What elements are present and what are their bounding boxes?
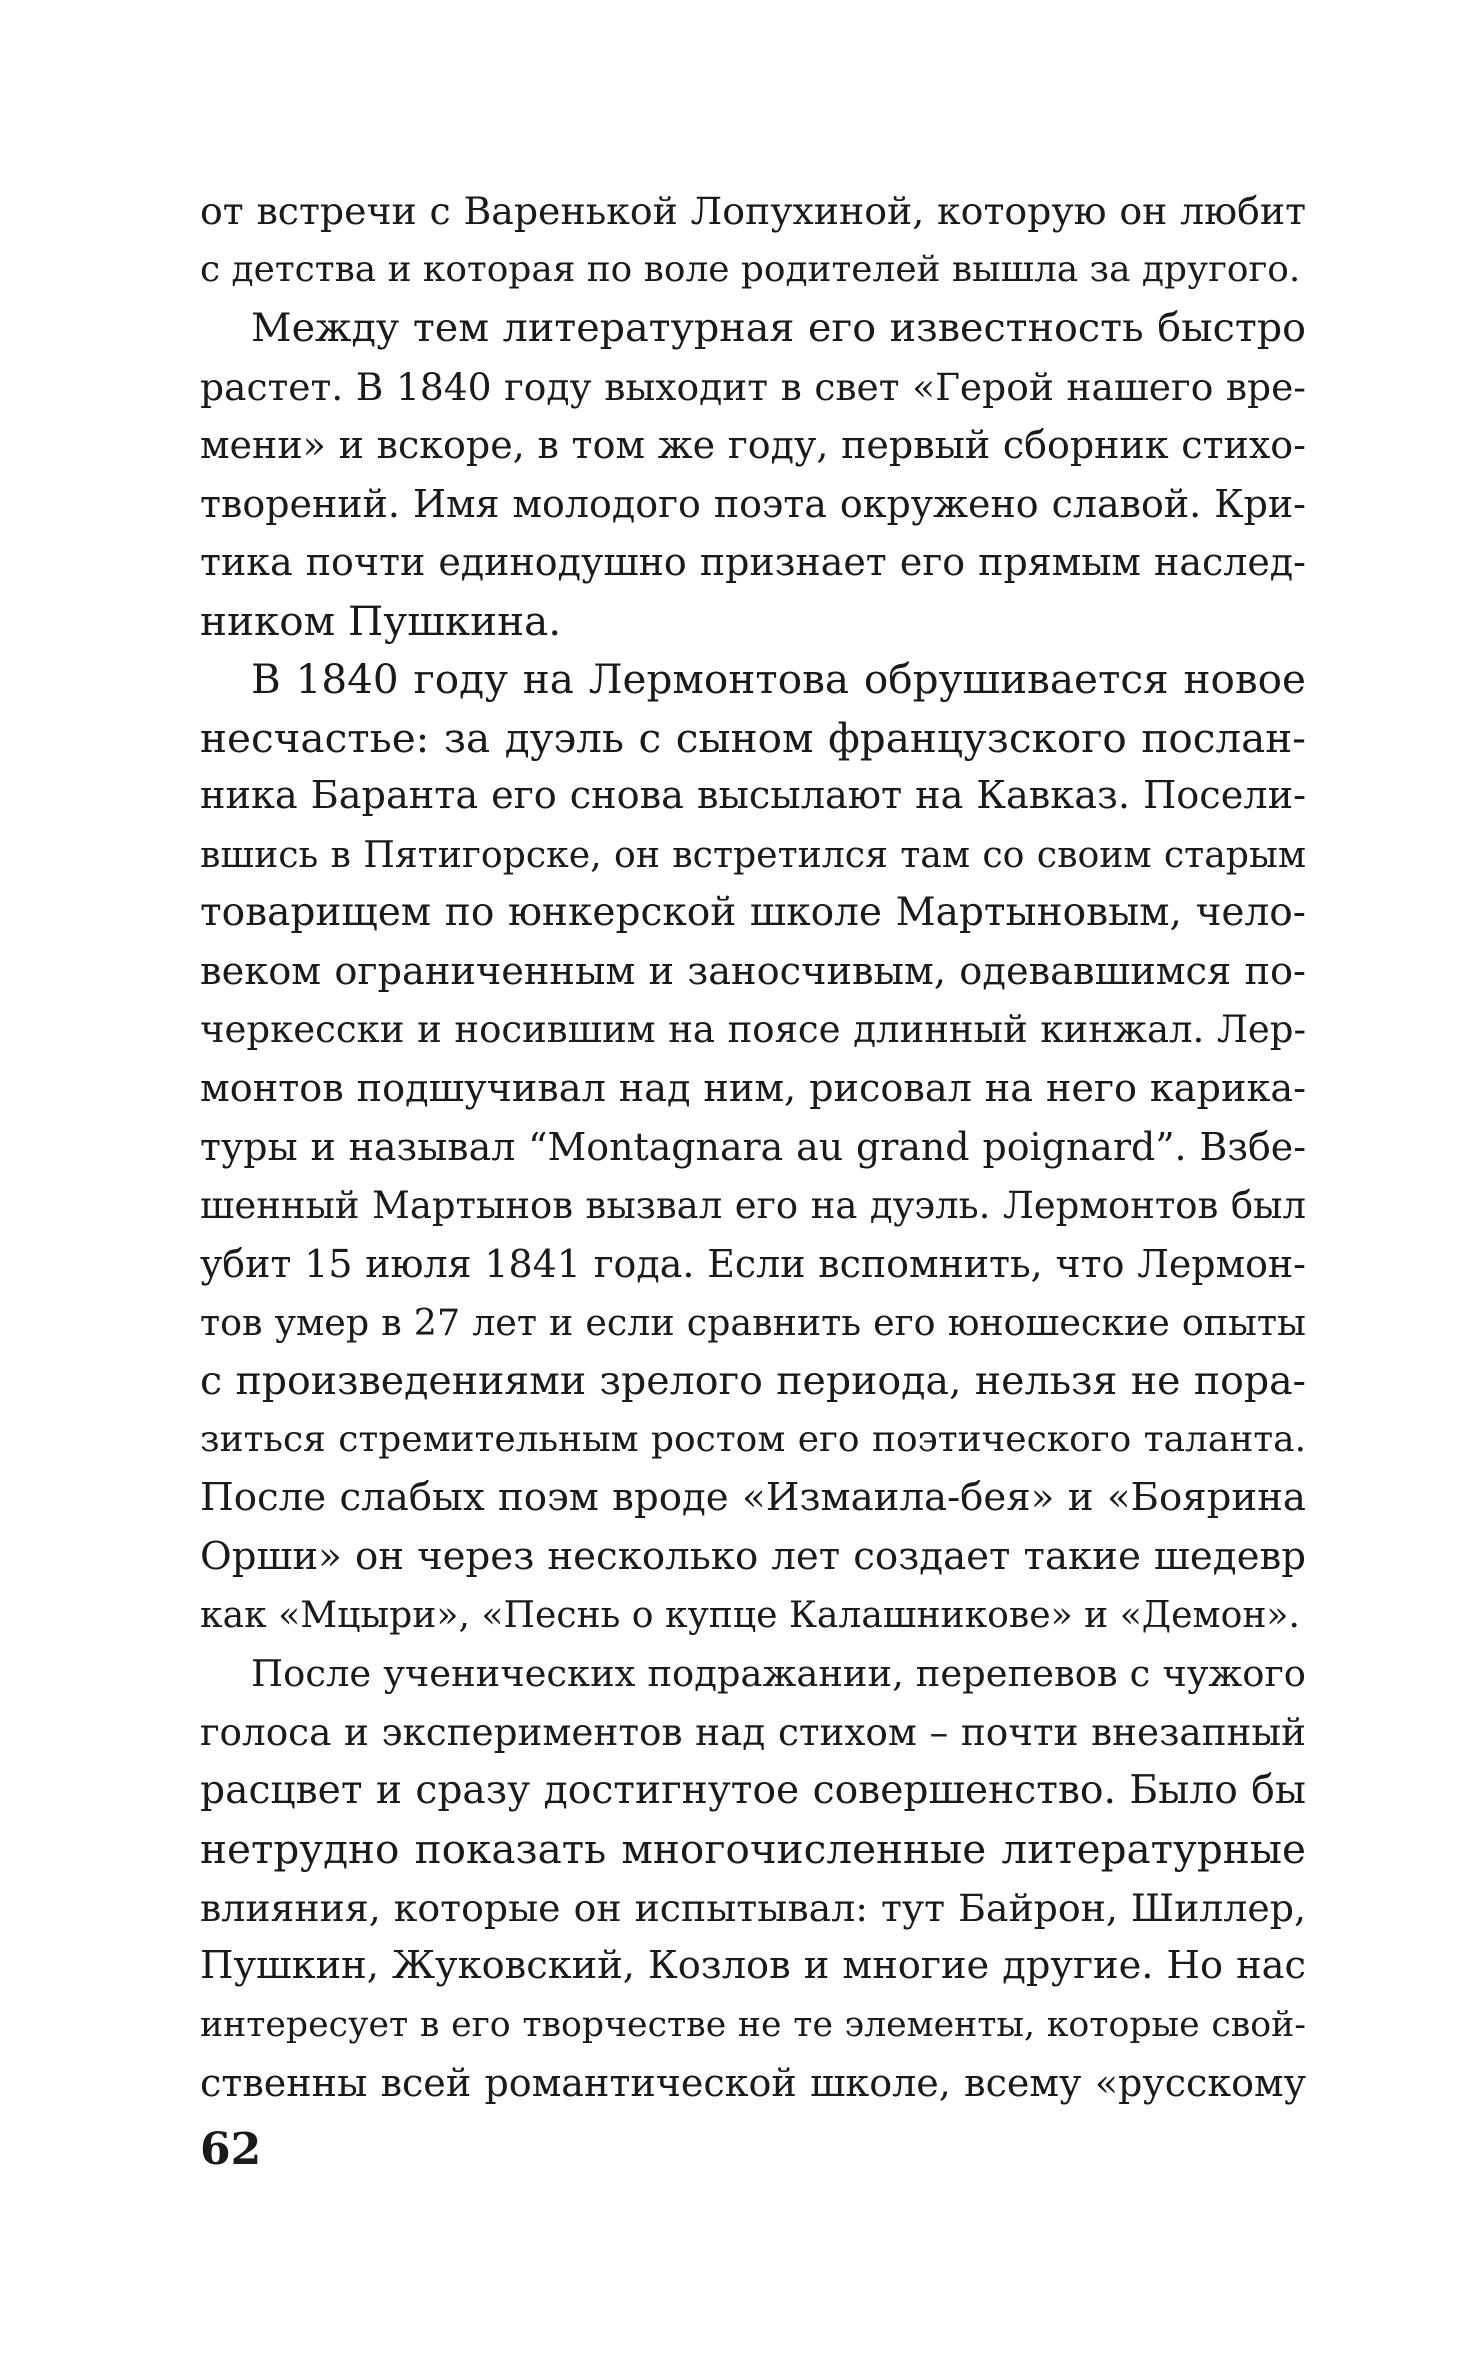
paragraph xyxy=(200,1645,1306,2113)
text-line: мени» и вскоре, в том же году, первый сборник стихо- xyxy=(200,423,1306,467)
body-text xyxy=(200,182,1306,2113)
text-line: вшись в Пятигорске, он встретился там со своим старым xyxy=(200,832,1306,876)
paragraph xyxy=(200,650,1306,1645)
text-line: от встречи с Варенькой Лопухиной, которую он любит xyxy=(200,189,1306,233)
text-line: шенный Мартынов вызвал его на дуэль. Лермонтов был xyxy=(200,1183,1306,1227)
paragraph xyxy=(200,182,1306,299)
text-line: Орши» он через несколько лет создает такие шедевр xyxy=(200,1533,1306,1579)
text-line: ником Пушкина. xyxy=(200,596,562,645)
text-line: несчастье: за дуэль с сыном французского послан- xyxy=(200,713,1306,762)
text-line: тика почти единодушно признает его прямым наслед- xyxy=(200,540,1306,584)
text-line: черкесски и носившим на поясе длинный кинжал. Лер- xyxy=(200,1008,1306,1051)
text-line: ника Баранта его снова высылают на Кавказ. Посели- xyxy=(200,774,1306,818)
paragraph xyxy=(200,299,1306,650)
text-line: растет. В 1840 году выходит в свет «Герой нашего вре- xyxy=(200,364,1306,409)
text-line: с произведениями зрелого периода, нельзя не пора- xyxy=(200,1358,1306,1404)
text-line: Между тем литературная его известность быстро xyxy=(251,305,1306,351)
text-line: монтов подшучивал над ним, рисовал на него карика- xyxy=(200,1066,1306,1111)
text-line: нетрудно показать многочисленные литературные xyxy=(200,1825,1306,1873)
text-line: В 1840 году на Лермонтова обрушивается новое xyxy=(251,655,1306,703)
text-line: ственны всей романтической школе, всему «русскому xyxy=(200,2061,1306,2105)
text-line: Пушкин, Жуковский, Козлов и многие другие. Но нас xyxy=(200,1943,1306,1988)
text-line: убит 15 июля 1841 года. Если вспомнить, что Лермон- xyxy=(200,1242,1306,1286)
text-line: После ученических подражании, перепевов с чужого xyxy=(251,1651,1306,1695)
text-line: интересует в его творчестве не те элементы, которые свой- xyxy=(200,2004,1306,2045)
text-line: творений. Имя молодого поэта окружено славой. Кри- xyxy=(200,481,1306,526)
text-line: как «Мцыри», «Песнь о купце Калашникове» и «Демон». xyxy=(200,1593,1300,1636)
text-line: тов умер в 27 лет и если сравнить его юношеские опыты xyxy=(200,1300,1306,1344)
text-line: голоса и экспериментов над стихом – почти внезапный xyxy=(200,1710,1306,1754)
text-line: с детства и которая по воле родителей вышла за другого. xyxy=(200,248,1301,290)
text-line: После слабых поэм вроде «Измаила-бея» и «Боярина xyxy=(200,1475,1306,1520)
text-line: товарищем по юнкерской школе Мартыновым, чело- xyxy=(200,890,1306,935)
text-line: туры и называл “Montagnara au grand poignard”. Взбе- xyxy=(200,1125,1306,1169)
text-line: веком ограниченным и заносчивым, одевавшимся по- xyxy=(200,948,1306,994)
text-line: расцвет и сразу достигнутое совершенство. Было бы xyxy=(200,1767,1306,1813)
page-number: 62 xyxy=(200,2124,262,2175)
text-line: зиться стремительным ростом его поэтического таланта. xyxy=(200,1418,1306,1460)
text-line: влияния, которые он испытывал: тут Байрон, Шиллер, xyxy=(200,1885,1306,1930)
